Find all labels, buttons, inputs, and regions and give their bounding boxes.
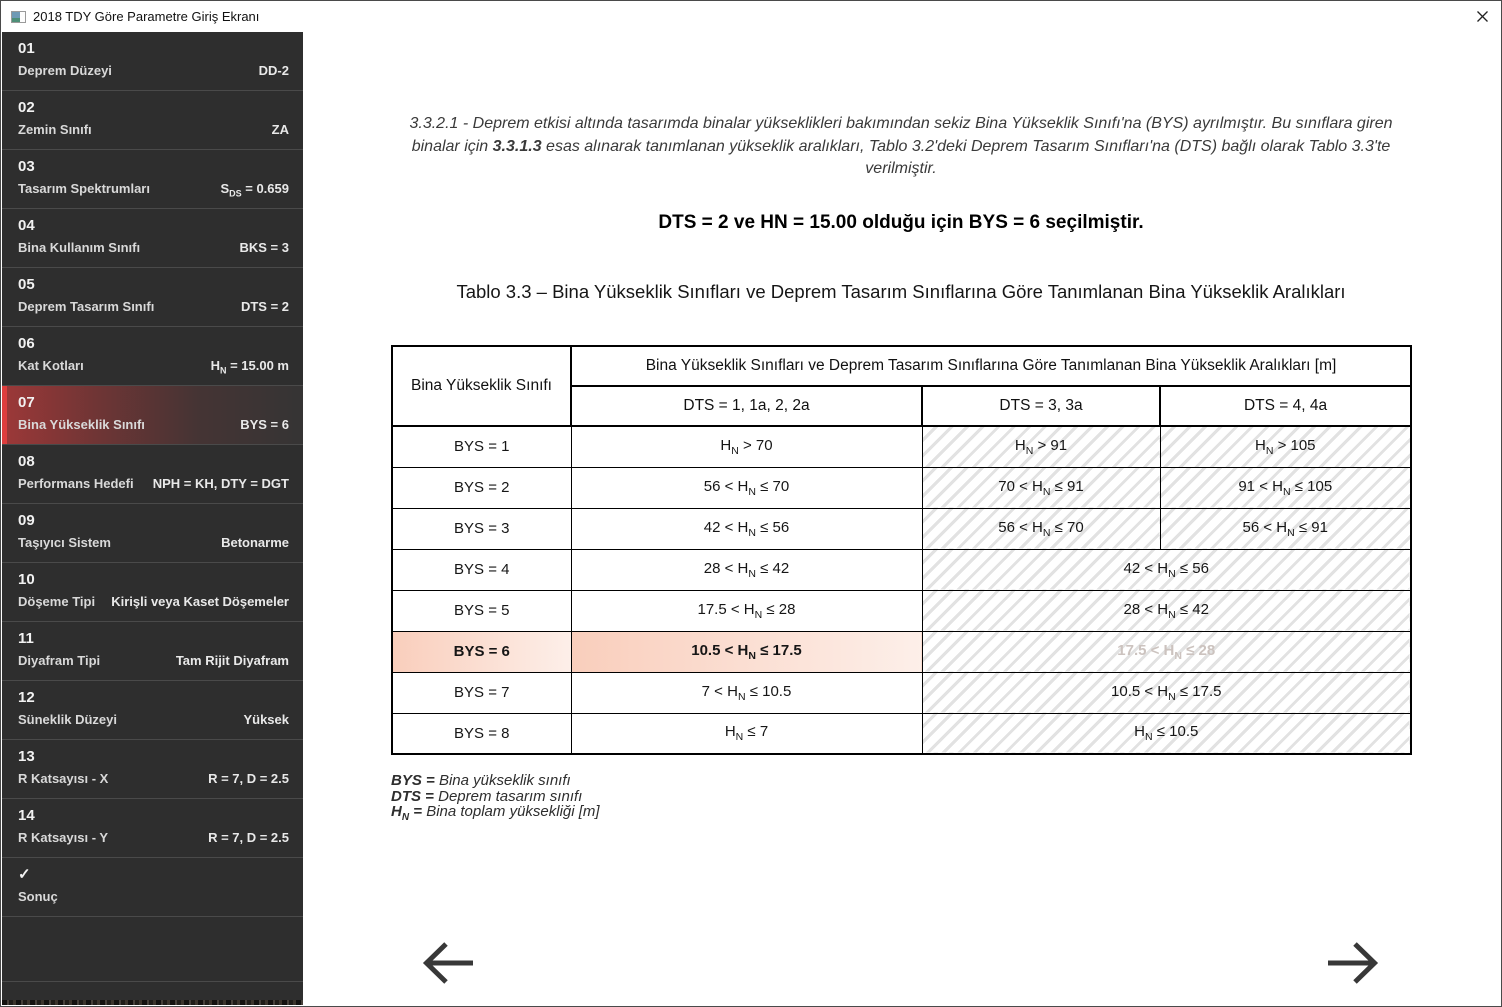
item-label: Döşeme Tipi — [18, 594, 96, 609]
table-row — [392, 467, 1411, 508]
sidebar-item-tasar-m-spektrumlar-[interactable] — [2, 150, 303, 209]
selection-statement: DTS = 2 ve HN = 15.00 olduğu için BYS = 6 seçilmiştir. — [658, 212, 1144, 233]
item-value: Betonarme — [221, 535, 289, 550]
footnote-desc: Deprem tasarım sınıfı — [438, 787, 583, 805]
item-label: Süneklik Düzeyi — [18, 712, 117, 727]
sidebar-item-bina-kullan-m-s-n-f-[interactable] — [2, 209, 303, 268]
item-label: Bina Yükseklik Sınıfı — [18, 417, 145, 432]
main-content — [303, 32, 1500, 1005]
paragraph-part1: 3.3.2.1 - Deprem etkisi altında tasarımda binalar yükseklikleri bakımından sekiz Bina Yükseklik Sınıfı'na (BYS) ayrılmıştır. Bu sınıflara giren binalar için — [409, 115, 1393, 155]
merged-hatched-cell: $17.5 < H_N \le 28$ — [922, 631, 1411, 672]
item-number: 03 — [18, 158, 35, 175]
paragraph-part2: esas alınarak tanımlanan yükseklik aralıkları, Tablo 3.2'deki Deprem Tasarım Sınıfları'na (DTS) bağlı olarak Tablo 3.3'te verilmiştir. — [541, 137, 1391, 177]
item-value: R = 7, D = 2.5 — [208, 830, 289, 845]
dts-column-header: DTS = 3, 3a — [922, 386, 1160, 426]
dts-column-header: DTS = 1, 1a, 2, 2a — [571, 386, 922, 426]
table-row — [392, 672, 1411, 713]
regulation-paragraph — [391, 113, 1411, 181]
dts12-cell: $56 < H_N \le 70$ — [571, 467, 922, 508]
item-number: 12 — [18, 689, 35, 706]
item-number: 07 — [18, 394, 35, 411]
dts4-cell: $56 < H_N \le 91$ — [1160, 508, 1411, 549]
sidebar-empty-slot — [2, 917, 303, 982]
footnote-term: DTS = — [391, 787, 434, 805]
footnote-line — [391, 773, 600, 789]
item-number: 11 — [18, 630, 34, 647]
bys-cell: BYS = 1 — [392, 426, 571, 467]
table-row — [392, 713, 1411, 754]
bys-cell: BYS = 4 — [392, 549, 571, 590]
item-number: 08 — [18, 453, 35, 470]
item-number: 14 — [18, 807, 35, 824]
window-title: 2018 TDY Göre Parametre Giriş Ekranı — [33, 9, 260, 24]
dts4-cell: $H_N > 105$ — [1160, 426, 1411, 467]
item-number: 05 — [18, 276, 35, 293]
check-icon: ✓ — [18, 866, 31, 883]
item-label: Performans Hedefi — [18, 476, 134, 491]
item-number: 09 — [18, 512, 35, 529]
item-value: ZA — [271, 122, 289, 137]
sidebar-item-performans-hedefi[interactable] — [2, 445, 303, 504]
dts12-cell: $H_N > 70$ — [571, 426, 922, 467]
sidebar-item-d-eme-tipi[interactable] — [2, 563, 303, 622]
close-icon — [1476, 10, 1489, 23]
item-label: Bina Kullanım Sınıfı — [18, 240, 141, 255]
table-row — [392, 590, 1411, 631]
footnote-desc: Bina toplam yüksekliği [m] — [426, 803, 600, 820]
table-row — [392, 508, 1411, 549]
dts12-cell: $7 < H_N \le 10.5$ — [571, 672, 922, 713]
item-label: Sonuç — [18, 889, 58, 904]
dts3-cell: $56 < H_N \le 70$ — [922, 508, 1160, 549]
dts12-cell: $28 < H_N \le 42$ — [571, 549, 922, 590]
sidebar-item-ta-y-c-sistem[interactable] — [2, 504, 303, 563]
sidebar-item-bina-y-kseklik-s-n-f-[interactable] — [2, 386, 303, 445]
table-header-row-1 — [392, 346, 1411, 386]
merged-hatched-cell: $42 < H_N \le 56$ — [922, 549, 1411, 590]
merged-hatched-cell: $H_N \le 10.5$ — [922, 713, 1411, 754]
table-row — [392, 631, 1411, 672]
sidebar-item-r-katsay-s-x[interactable] — [2, 740, 303, 799]
table-footnotes — [391, 773, 600, 826]
item-number: 02 — [18, 99, 35, 116]
item-value: BYS = 6 — [240, 417, 289, 432]
item-value: $H_N = 15.00$ m — [210, 358, 289, 376]
footnote-term: $H_N$ = — [391, 803, 423, 823]
item-number: 01 — [18, 40, 35, 57]
item-label: Zemin Sınıfı — [18, 122, 92, 137]
footnote-line — [391, 789, 600, 805]
dts-column-header: DTS = 4, 4a — [1160, 386, 1411, 426]
bys-table — [391, 345, 1412, 755]
footnote-term: BYS = — [391, 772, 435, 789]
span-header: Bina Yükseklik Sınıfları ve Deprem Tasarım Sınıflarına Göre Tanımlanan Bina Yükseklik Aralıkları [m] — [571, 346, 1411, 386]
sidebar-item-deprem-tasar-m-s-n-f-[interactable] — [2, 268, 303, 327]
item-label: R Katsayısı - X — [18, 771, 109, 786]
table-row — [392, 426, 1411, 467]
dts3-cell: $70 < H_N \le 91$ — [922, 467, 1160, 508]
title-bar — [2, 1, 1500, 32]
bys-cell: BYS = 5 — [392, 590, 571, 631]
bys-cell: BYS = 3 — [392, 508, 571, 549]
item-number: 10 — [18, 571, 35, 588]
sidebar-item-diyafram-tipi[interactable] — [2, 622, 303, 681]
item-value: R = 7, D = 2.5 — [208, 771, 289, 786]
bys-cell: BYS = 6 — [392, 631, 571, 672]
previous-step-button[interactable] — [419, 940, 475, 986]
item-value: $S_{DS} = 0.659$ — [220, 181, 289, 199]
item-value: Tam Rijit Diyafram — [175, 653, 289, 668]
right-arrow-icon — [1326, 940, 1382, 986]
dts3-cell: $H_N > 91$ — [922, 426, 1160, 467]
item-value: BKS = 3 — [239, 240, 289, 255]
next-step-button[interactable] — [1326, 940, 1382, 986]
item-value: DTS = 2 — [240, 299, 289, 314]
footnote-line — [391, 804, 600, 826]
item-value: NPH = KH, DTY = DGT — [152, 476, 289, 491]
left-arrow-icon — [419, 940, 475, 986]
dts12-cell: $42 < H_N \le 56$ — [571, 508, 922, 549]
item-label: Tasarım Spektrumları — [18, 181, 150, 196]
paragraph-bold-ref: 3.3.1.3 — [492, 137, 542, 155]
item-number: 13 — [18, 748, 35, 765]
dts12-cell: $10.5 < H_N \le 17.5$ — [571, 631, 922, 672]
item-number: 04 — [18, 217, 35, 234]
item-label: Diyafram Tipi — [18, 653, 101, 668]
item-label: Kat Kotları — [18, 358, 84, 373]
item-value: DD-2 — [258, 63, 289, 78]
item-label: Deprem Düzeyi — [18, 63, 112, 78]
sidebar-item-zemin-s-n-f-[interactable] — [2, 91, 303, 150]
item-value: Kirişli veya Kaset Döşemeler — [111, 594, 289, 609]
dts4-cell: $91 < H_N \le 105$ — [1160, 467, 1411, 508]
bys-cell: BYS = 7 — [392, 672, 571, 713]
sidebar-item-kat-kotlar-[interactable] — [2, 327, 303, 386]
dts12-cell: $H_N \le 7$ — [571, 713, 922, 754]
dts12-cell: $17.5 < H_N \le 28$ — [571, 590, 922, 631]
table-row — [392, 549, 1411, 590]
close-button[interactable] — [1475, 9, 1489, 23]
sidebar-item-r-katsay-s-y[interactable] — [2, 799, 303, 858]
item-number: 06 — [18, 335, 35, 352]
sidebar-item-deprem-d-zeyi[interactable] — [2, 32, 303, 91]
bys-cell: BYS = 2 — [392, 467, 571, 508]
item-label: Deprem Tasarım Sınıfı — [18, 299, 155, 314]
footnote-desc: Bina yükseklik sınıfı — [438, 772, 571, 789]
col1-header: Bina Yükseklik Sınıfı — [392, 346, 571, 426]
bys-cell: BYS = 8 — [392, 713, 571, 754]
table-title: Tablo 3.3 – Bina Yükseklik Sınıfları ve Deprem Tasarım Sınıflarına Göre Tanımlanan Bina Yükseklik Aralıkları — [456, 281, 1346, 302]
app-window-icon — [11, 11, 26, 23]
sidebar-item-s-neklik-d-zeyi[interactable] — [2, 681, 303, 740]
merged-hatched-cell: $28 < H_N \le 42$ — [922, 590, 1411, 631]
merged-hatched-cell: $10.5 < H_N \le 17.5$ — [922, 672, 1411, 713]
item-label: R Katsayısı - Y — [18, 830, 109, 845]
item-label: Taşıyıcı Sistem — [18, 535, 111, 550]
parameter-sidebar — [2, 32, 303, 1005]
item-value: Yüksek — [243, 712, 289, 727]
sidebar-item-sonu-[interactable] — [2, 858, 303, 917]
sidebar-clipped-row — [2, 1000, 303, 1005]
